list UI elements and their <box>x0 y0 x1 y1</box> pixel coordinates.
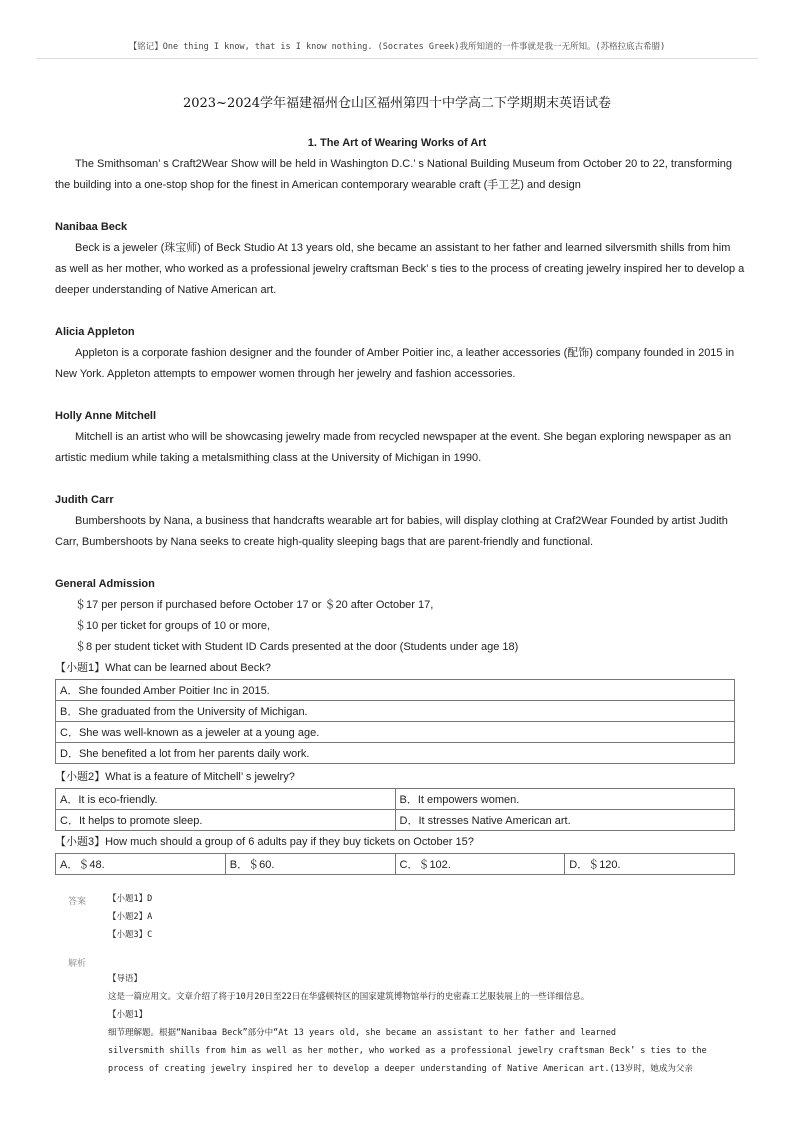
analysis-line: 【导语】 <box>108 974 143 984</box>
section-text-carr: Bumbershoots by Nana, a business that handcrafts wearable art for babies, will display clothing at Craf2Wear Founded by artist Judith Carr, Bumbershoots by Nana seeks to create high-quality sleeping bags that are parent-friendly and functional. <box>55 515 728 548</box>
option-a[interactable]: A．It is eco-friendly. <box>56 789 396 810</box>
answer-block <box>108 890 738 944</box>
question-3-stem: 【小题3】How much should a group of 6 adults pay if they buy tickets on October 15? <box>55 836 474 848</box>
answer-line: 【小题2】A <box>108 912 153 922</box>
admission-line: ＄17 per person if purchased before October 17 or ＄20 after October 17, <box>75 599 434 611</box>
admission-line: ＄8 per student ticket with Student ID Cards presented at the door (Students under age 18) <box>75 641 519 653</box>
answer-line: 【小题1】D <box>108 894 153 904</box>
option-c[interactable]: C．＄102. <box>395 854 565 875</box>
analysis-line: process of creating jewelry inspired her to develop a deeper understanding of Native American art.(13岁时，她成为父亲 <box>108 1064 693 1074</box>
question-1-options <box>55 679 735 764</box>
admission-heading: General Admission <box>55 578 155 590</box>
passage-title: 1. The Art of Wearing Works of Art <box>307 137 487 149</box>
answer-line: 【小题3】C <box>108 930 153 940</box>
question-1-stem: 【小题1】What can be learned about Beck? <box>55 662 271 674</box>
option-d[interactable]: D．＄120. <box>565 854 735 875</box>
analysis-line: 这是一篇应用文。文章介绍了将于10月20日至22日在华盛顿特区的国家建筑博物馆举行的史密森工艺服装展上的一些详细信息。 <box>108 992 590 1002</box>
section-text-beck: Beck is a jeweler (珠宝师) of Beck Studio At 13 years old, she became an assistant to her father and learned silversmith shills from him as well as her mother, who worked as a professional jewelry craftsman Beck’ s ties to the process of creating jewelry inspired her to develop a deeper understanding of Native American art. <box>55 242 745 296</box>
section-heading-beck: Nanibaa Beck <box>55 221 128 233</box>
analysis-label: 解析 <box>68 959 87 969</box>
analysis-block <box>108 970 738 1078</box>
option-b[interactable]: B．＄60. <box>225 854 395 875</box>
analysis-line: 细节理解题。根据“Nanibaa Beck”部分中“At 13 years old, she became an assistant to her father and learned <box>108 1028 617 1038</box>
section-text-mitchell: Mitchell is an artist who will be showcasing jewelry made from recycled newspaper at the event. She began exploring newspaper as an artistic medium while taking a metalsmithing class at the University of Michigan in 1990. <box>55 431 732 464</box>
analysis-line: 【小题1】 <box>108 1010 148 1020</box>
passage-intro: The Smithsoman’ s Craft2Wear Show will be held in Washington D.C.’ s National Building Museum from October 20 to 22, transforming the building into a one-stop shop for the finest in American contemporary wearable craft (手工艺) and design <box>55 158 733 191</box>
option-b[interactable]: B．It empowers women. <box>395 789 735 810</box>
document-title: 2023~2024学年福建福州仓山区福州第四十中学高二下学期期末英语试卷 <box>182 96 612 111</box>
option-c[interactable]: C．She was well-known as a jeweler at a young age. <box>56 722 735 743</box>
section-heading-carr: Judith Carr <box>55 494 114 506</box>
question-3-options <box>55 853 735 875</box>
admission-line: ＄10 per ticket for groups of 10 or more, <box>75 620 271 632</box>
section-heading-appleton: Alicia Appleton <box>55 326 135 338</box>
header-divider <box>36 58 758 59</box>
section-heading-mitchell: Holly Anne Mitchell <box>55 410 157 422</box>
option-a[interactable]: A．＄48. <box>56 854 226 875</box>
option-d[interactable]: D．She benefited a lot from her parents daily work. <box>56 743 735 764</box>
analysis-line: silversmith shills from him as well as her mother, who worked as a professional jewelry craftsman Beck’ s ties to the <box>108 1046 707 1056</box>
question-2-stem: 【小题2】What is a feature of Mitchell’ s jewelry? <box>55 771 295 783</box>
option-d[interactable]: D．It stresses Native American art. <box>395 810 735 831</box>
section-text-appleton: Appleton is a corporate fashion designer and the founder of Amber Poitier inc, a leather accessories (配饰) company founded in 2015 in New York. Appleton attempts to empower women through her jewelry and fashion accessories. <box>55 347 735 380</box>
option-c[interactable]: C．It helps to promote sleep. <box>56 810 396 831</box>
option-b[interactable]: B．She graduated from the University of Michigan. <box>56 701 735 722</box>
answer-label: 答案 <box>68 897 87 907</box>
header-motto: 【铭记】One thing I know, that is I know nothing. (Socrates Greek)我所知道的一件事就是我一无所知。(苏格拉底古希腊) <box>128 42 666 52</box>
question-2-options <box>55 788 735 831</box>
option-a[interactable]: A．She founded Amber Poitier Inc in 2015. <box>56 680 735 701</box>
